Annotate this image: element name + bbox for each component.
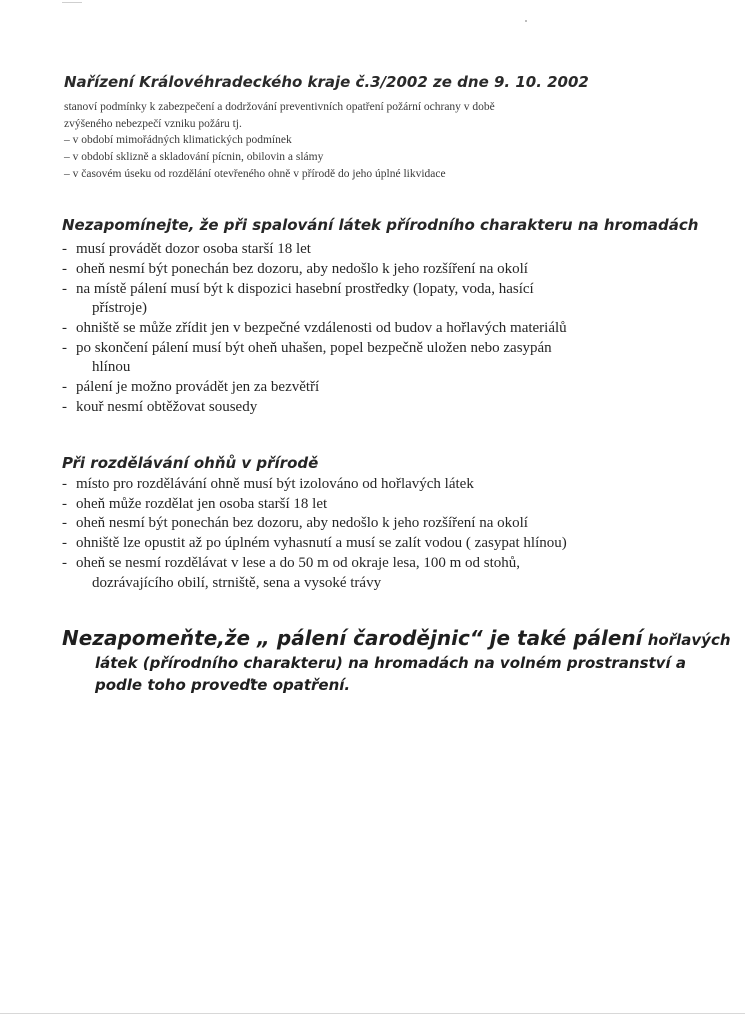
list-item: - po skončení pálení musí být oheň uhašen, popel bezpečně uložen nebo zasypán bbox=[62, 340, 552, 356]
list-item: - pálení je možno provádět jen za bezvětří bbox=[62, 379, 320, 395]
scan-artifact bbox=[62, 2, 82, 3]
list-item: - oheň nesmí být ponechán bez dozoru, aby nedošlo k jeho rozšíření na okolí bbox=[62, 515, 528, 531]
list-item-continuation: přístroje) bbox=[92, 300, 147, 316]
list-item: - kouř nesmí obtěžovat sousedy bbox=[62, 399, 258, 415]
list-item: - na místě pálení musí být k dispozici hasební prostředky (lopaty, voda, hasící bbox=[62, 281, 534, 297]
list-item: - musí provádět dozor osoba starší 18 let bbox=[62, 241, 311, 257]
final-warning-main: Nezapomeňte,že „ pálení čarodějnic“ je také pálení bbox=[62, 626, 643, 650]
regulation-text-line: zvýšeného nebezpečí vzniku požáru tj. bbox=[64, 118, 242, 130]
list-item-continuation: hlínou bbox=[92, 359, 131, 375]
list-item: - oheň může rozdělat jen osoba starší 18 let bbox=[62, 496, 328, 512]
section-heading-burning: Nezapomínejte, že při spalování látek přírodního charakteru na hromadách bbox=[62, 216, 699, 234]
regulation-text-line: – v časovém úseku od rozdělání otevřeného ohně v přírodě do jeho úplné likvidace bbox=[64, 168, 446, 180]
scan-artifact bbox=[525, 20, 527, 22]
final-warning-line: podle toho proveďte opatření. bbox=[95, 676, 351, 694]
page-bottom-edge bbox=[0, 1013, 745, 1014]
list-item: - ohniště se může zřídit jen v bezpečné vzdálenosti od budov a hořlavých materiálů bbox=[62, 320, 567, 336]
final-warning-line: látek (přírodního charakteru) na hromadách na volném prostranství a bbox=[95, 654, 686, 672]
regulation-text-line: – v období sklizně a skladování pícnin, obilovin a slámy bbox=[64, 151, 324, 163]
final-warning bbox=[62, 626, 731, 650]
list-item: - oheň se nesmí rozdělávat v lese a do 50 m od okraje lesa, 100 m od stohů, bbox=[62, 555, 521, 571]
final-warning-tail: hořlavých bbox=[642, 631, 731, 649]
regulation-text-line: stanoví podmínky k zabezpečení a dodržování preventivních opatření požární ochrany v době bbox=[64, 101, 495, 113]
regulation-text-line: – v období mimořádných klimatických podmínek bbox=[64, 134, 292, 146]
list-item: - oheň nesmí být ponechán bez dozoru, aby nedošlo k jeho rozšíření na okolí bbox=[62, 261, 528, 277]
list-item: - místo pro rozdělávání ohně musí být izolováno od hořlavých látek bbox=[62, 476, 474, 492]
regulation-title: Nařízení Královéhradeckého kraje č.3/2002 ze dne 9. 10. 2002 bbox=[64, 73, 589, 91]
list-item-continuation: dozrávajícího obilí, strniště, sena a vysoké trávy bbox=[92, 575, 382, 591]
section-heading-outdoor-fires: Při rozdělávání ohňů v přírodě bbox=[62, 454, 319, 472]
list-item: - ohniště lze opustit až po úplném vyhasnutí a musí se zalít vodou ( zasypat hlínou) bbox=[62, 535, 567, 551]
